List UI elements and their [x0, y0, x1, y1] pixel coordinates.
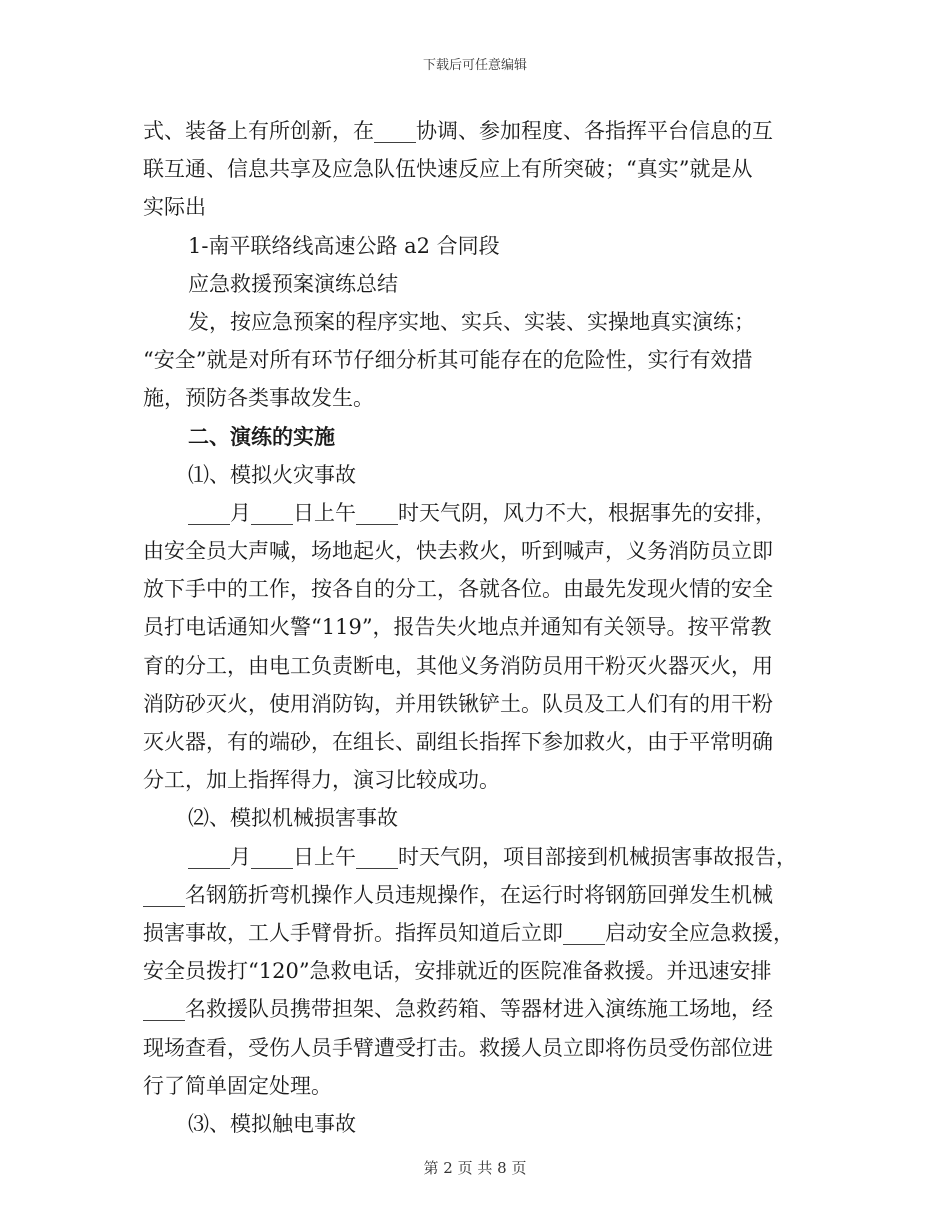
document-body — [143, 112, 803, 1143]
section-heading: 二、演练的实施 — [188, 423, 335, 449]
text-line: ⑴、模拟火灾事故 — [188, 462, 356, 487]
text-line: 应急救援预案演练总结 — [188, 271, 398, 296]
text-line: 现场查看，受伤人员手臂遭受打击。救援人员立即将伤员受伤部位进 — [143, 1035, 773, 1060]
text-line: 消防砂灭火，使用消防钩，并用铁锹铲土。队员及工人们有的用干粉 — [143, 691, 773, 716]
text-line: 施，预防各类事故发生。 — [143, 386, 374, 411]
page-header: 下载后可任意编辑 — [422, 58, 527, 73]
text-line: 行了简单固定处理。 — [143, 1073, 332, 1098]
text-line: 实际出 — [143, 195, 206, 220]
text-line: ____名钢筋折弯机操作人员违规操作，在运行时将钢筋回弹发生机械 — [143, 882, 773, 907]
page-footer: 第 2 页 共 8 页 — [423, 1159, 527, 1177]
text-line: 分工，加上指挥得力，演习比较成功。 — [143, 768, 500, 793]
text-line: ____月____日上午____时天气阴，项目部接到机械损害事故报告， — [188, 844, 797, 869]
text-line: 员打电话通知火警“119”，报告失火地点并通知有关领导。按平常教 — [143, 615, 772, 640]
text-line: 安全员拨打“120”急救电话，安排就近的医院准备救援。并迅速安排 — [143, 959, 772, 984]
text-line: 损害事故，工人手臂骨折。指挥员知道后立即____启动安全应急救援， — [143, 920, 794, 945]
text-line: ⑶、模拟触电事故 — [188, 1111, 356, 1136]
text-line: 发，按应急预案的程序实地、实兵、实装、实操地真实演练； — [188, 309, 755, 334]
text-line: 1-南平联络线高速公路 a2 合同段 — [188, 233, 500, 258]
text-line: 灭火器，有的端砂，在组长、副组长指挥下参加救火，由于平常明确 — [143, 730, 773, 754]
text-line: 由安全员大声喊，场地起火，快去救火，听到喊声，义务消防员立即 — [143, 539, 773, 564]
text-line: “安全”就是对所有环节仔细分析其可能存在的危险性，实行有效措 — [143, 348, 753, 373]
text-line: ____名救援队员携带担架、急救药箱、等器材进入演练施工场地，经 — [143, 997, 773, 1022]
text-line: 育的分工，由电工负责断电，其他义务消防员用干粉灭火器灭火，用 — [143, 653, 773, 678]
text-line: 放下手中的工作，按各自的分工，各就各位。由最先发现火情的安全 — [143, 577, 773, 602]
text-line: ____月____日上午____时天气阴，风力不大，根据事先的安排， — [188, 500, 776, 525]
text-line: 联互通、信息共享及应急队伍快速反应上有所突破；“真实”就是从 — [143, 157, 753, 182]
text-line: 式、装备上有所创新，在____协调、参加程度、各指挥平台信息的互 — [143, 119, 773, 143]
text-line: ⑵、模拟机械损害事故 — [188, 806, 398, 831]
